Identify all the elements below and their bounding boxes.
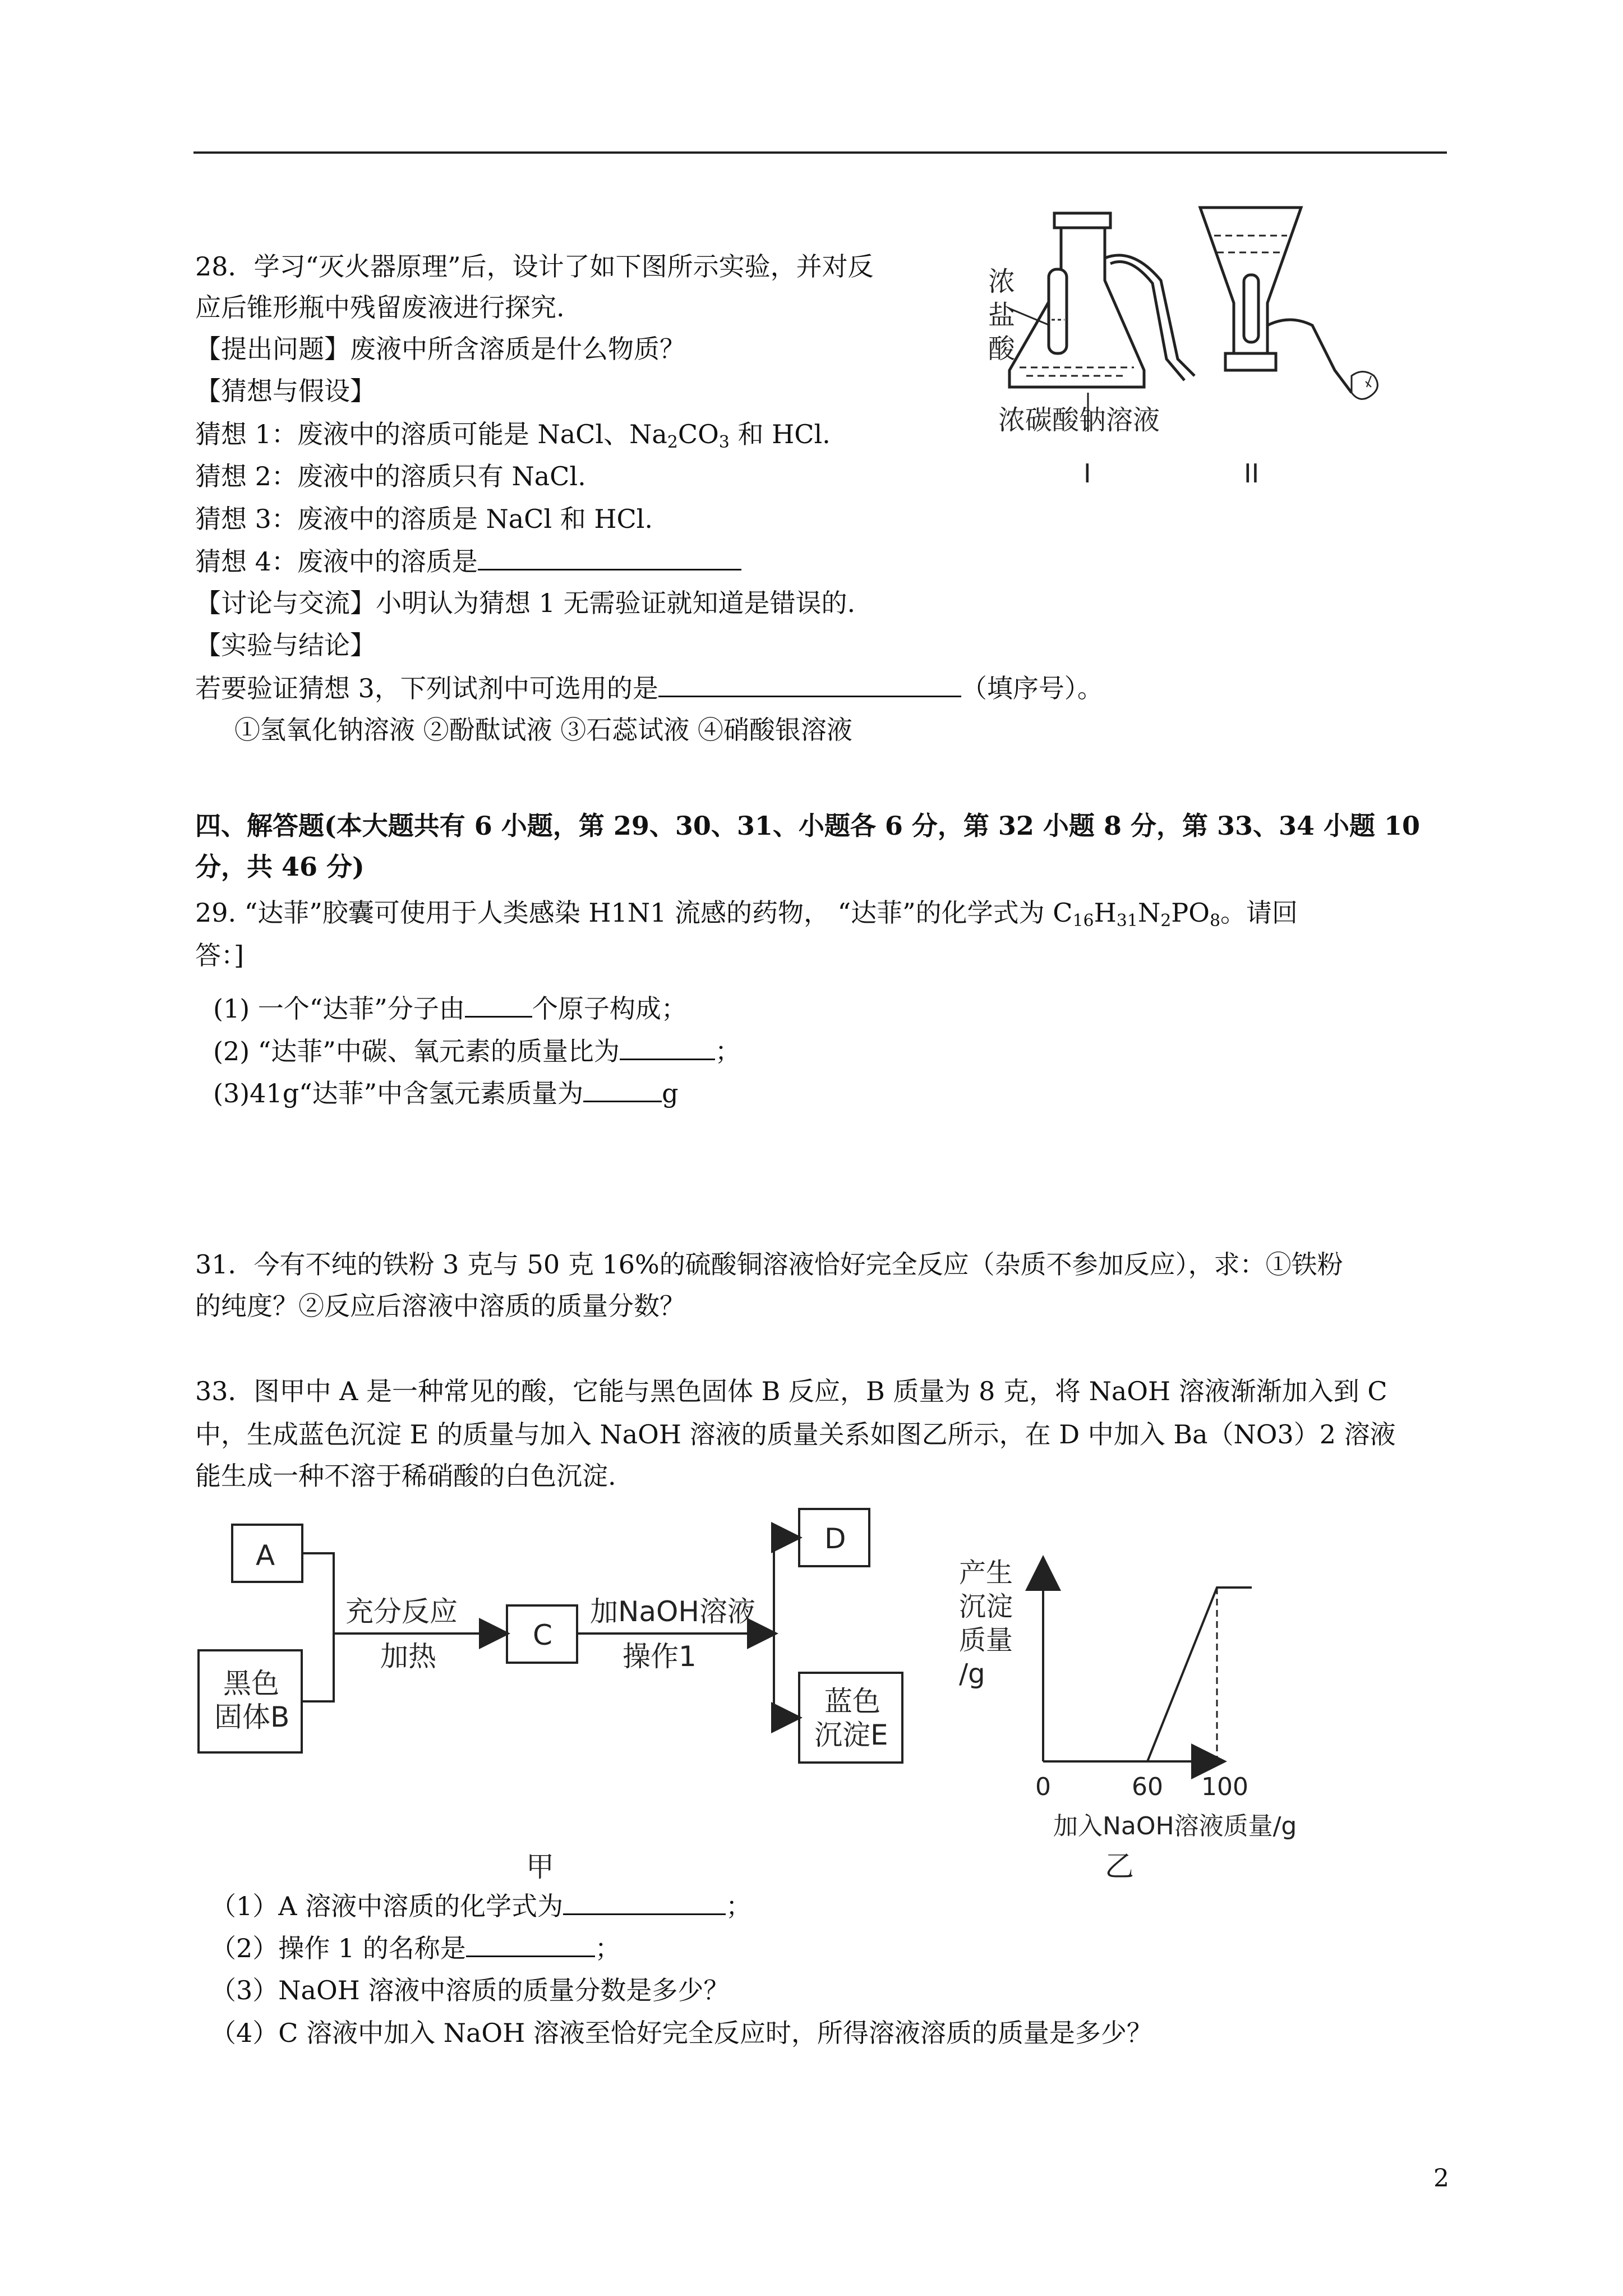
q28-guess3: 猜想 3：废液中的溶质是 NaCl 和 HCl. [195, 504, 653, 534]
x-tick-label: 60 [1132, 1773, 1163, 1801]
q33-line1: 33．图甲中 A 是一种常见的酸，它能与黑色固体 B 反应，B 质量为 8 克，将 NaOH 溶液渐渐加入到 C [195, 1376, 1387, 1406]
q29-stem-suffix: 。请回 [1220, 898, 1298, 928]
flask-I [1009, 213, 1195, 432]
x-label: 加入NaOH溶液质量/g [1053, 1812, 1297, 1841]
guess1-sub: 2 [667, 432, 678, 452]
q28-verify [195, 671, 1103, 705]
y-label-3: 质量 [959, 1625, 1013, 1656]
precipitate-graph [942, 1537, 1335, 1890]
label-acid-3: 酸 [988, 333, 1016, 365]
label-II: II [1244, 458, 1260, 489]
q29-p2-blank[interactable] [620, 1034, 715, 1060]
formula-po: PO [1171, 898, 1210, 928]
box-E-label-2: 沉淀E [814, 1719, 888, 1751]
q29-stem-2: 答：] [195, 940, 244, 970]
q33-line3: 能生成一种不溶于稀硝酸的白色沉淀. [195, 1461, 616, 1491]
flask-II [1200, 208, 1377, 399]
q28-guess1 [195, 417, 831, 451]
verify-suffix: （填序号）。 [961, 673, 1103, 703]
q29-p3-blank[interactable] [583, 1076, 662, 1102]
formula-n: N [1137, 898, 1161, 928]
q29-part1 [213, 991, 687, 1025]
q29-p1-blank[interactable] [465, 991, 532, 1018]
box-C-label: C [533, 1619, 552, 1651]
q29-stem [195, 896, 1298, 930]
q33-part3: （3）NaOH 溶液中溶质的质量分数是多少？ [210, 1975, 730, 2005]
q29-p1-prefix: (1) 一个“达菲”分子由 [213, 993, 465, 1024]
q28-stem-2: 应后锥形瓶中残留废液进行探究. [195, 292, 565, 323]
q29-stem-prefix: 29. “达菲”胶囊可使用于人类感染 H1N1 流感的药物， “达菲”的化学式为 C [195, 898, 1073, 928]
section4-line1: 四、解答题(本大题共有 6 小题，第 29、30、31、小题各 6 分，第 32 小题 8 分，第 33、34 小题 10 [195, 811, 1421, 841]
formula-sub-h: 31 [1116, 911, 1138, 931]
arrow1-bottom: 加热 [380, 1640, 436, 1673]
y-label-1: 产生 [959, 1557, 1013, 1589]
guess4-blank[interactable] [478, 544, 741, 570]
q33-line2: 中，生成蓝色沉淀 E 的质量与加入 NaOH 溶液的质量关系如图乙所示，在 D 中加入 Ba（NO3）2 溶液 [195, 1419, 1396, 1450]
verify-blank[interactable] [658, 671, 961, 697]
box-B-label-1: 黑色 [223, 1667, 279, 1700]
q29-p1-suffix: 个原子构成； [532, 993, 687, 1024]
q33-p2-prefix: （2）操作 1 的名称是 [210, 1933, 466, 1963]
label-I: I [1083, 458, 1091, 489]
flow-diagram [191, 1503, 942, 1890]
q28-experiment-header: 【实验与结论】 [195, 630, 376, 660]
q29-p2-prefix: (2) “达菲”中碳、氧元素的质量比为 [213, 1036, 620, 1066]
series-line [1043, 1588, 1252, 1761]
label-solution: 浓碳酸钠溶液 [998, 404, 1160, 436]
q28-raise-question: 【提出问题】废液中所含溶质是什么物质？ [195, 334, 685, 364]
q33-part2 [210, 1931, 621, 1965]
guess1-prefix: 猜想 1：废液中的溶质可能是 NaCl、Na [195, 419, 667, 449]
flow-caption: 甲 [526, 1851, 554, 1883]
graph-caption: 乙 [1105, 1850, 1135, 1884]
q31-line1: 31．今有不纯的铁粉 3 克与 50 克 16%的硫酸铜溶液恰好完全反应（杂质不参加反应），求：①铁粉 [195, 1249, 1343, 1280]
page-number: 2 [1433, 2164, 1449, 2193]
guess1-suffix: 和 HCl. [729, 419, 831, 449]
section4-line2: 分，共 46 分) [195, 852, 365, 882]
formula-sub-o: 8 [1209, 911, 1221, 931]
q33-p2-suffix: ； [594, 1933, 621, 1963]
x-tick-label: 100 [1201, 1773, 1248, 1801]
q33-p1-suffix: ； [726, 1891, 752, 1921]
header-rule [193, 151, 1447, 154]
box-A-label: A [256, 1539, 275, 1572]
q28-stem-1: 28．学习“灭火器原理”后，设计了如下图所示实验，并对反 [195, 251, 874, 282]
arrow2-bottom: 操作1 [623, 1640, 697, 1673]
guess4-text: 猜想 4：废液中的溶质是 [195, 546, 478, 577]
guess1-sub2: 3 [718, 432, 730, 452]
formula-sub-n: 2 [1160, 911, 1172, 931]
formula-h: H [1094, 898, 1117, 928]
q33-part1 [210, 1889, 751, 1923]
apparatus-figure [976, 191, 1413, 505]
verify-prefix: 若要验证猜想 3，下列试剂中可选用的是 [195, 673, 658, 703]
arrow1-top: 充分反应 [345, 1595, 458, 1628]
guess1-mid: CO [677, 419, 719, 449]
q28-guess4 [195, 544, 741, 578]
q29-p2-suffix: ； [714, 1036, 741, 1066]
q28-options: ①氢氧化钠溶液 ②酚酞试液 ③石蕊试液 ④硝酸银溶液 [234, 715, 852, 745]
q33-p2-blank[interactable] [466, 1931, 595, 1957]
q28-discussion: 【讨论与交流】小明认为猜想 1 无需验证就知道是错误的. [195, 588, 856, 618]
y-label-2: 沉淀 [959, 1591, 1013, 1622]
q29-part2 [213, 1034, 741, 1068]
formula-sub-c: 16 [1072, 911, 1094, 931]
q33-part4: （4）C 溶液中加入 NaOH 溶液至恰好完全反应时，所得溶液溶质的质量是多少？ [210, 2018, 1152, 2048]
q33-p1-blank[interactable] [563, 1889, 726, 1915]
q28-hypothesis-header: 【猜想与假设】 [195, 376, 376, 406]
box-E-label-1: 蓝色 [824, 1685, 880, 1718]
x-tick-label: 0 [1035, 1773, 1051, 1801]
q33-p1-prefix: （1）A 溶液中溶质的化学式为 [210, 1891, 564, 1921]
q29-part3 [213, 1076, 679, 1110]
label-acid-1: 浓 [988, 266, 1016, 297]
label-acid-2: 盐 [988, 300, 1016, 331]
box-B-label-2: 固体B [214, 1701, 290, 1733]
q31-line2: 的纯度？②反应后溶液中溶质的质量分数？ [195, 1291, 685, 1321]
arrow2-top: 加NaOH溶液 [590, 1595, 755, 1628]
q28-guess2: 猜想 2：废液中的溶质只有 NaCl. [195, 461, 586, 491]
q29-p3-prefix: (3)41g“达菲”中含氢元素质量为 [213, 1078, 584, 1108]
box-D-label: D [824, 1522, 846, 1555]
q29-p3-suffix: g [662, 1078, 679, 1108]
y-label-4: /g [959, 1658, 985, 1690]
